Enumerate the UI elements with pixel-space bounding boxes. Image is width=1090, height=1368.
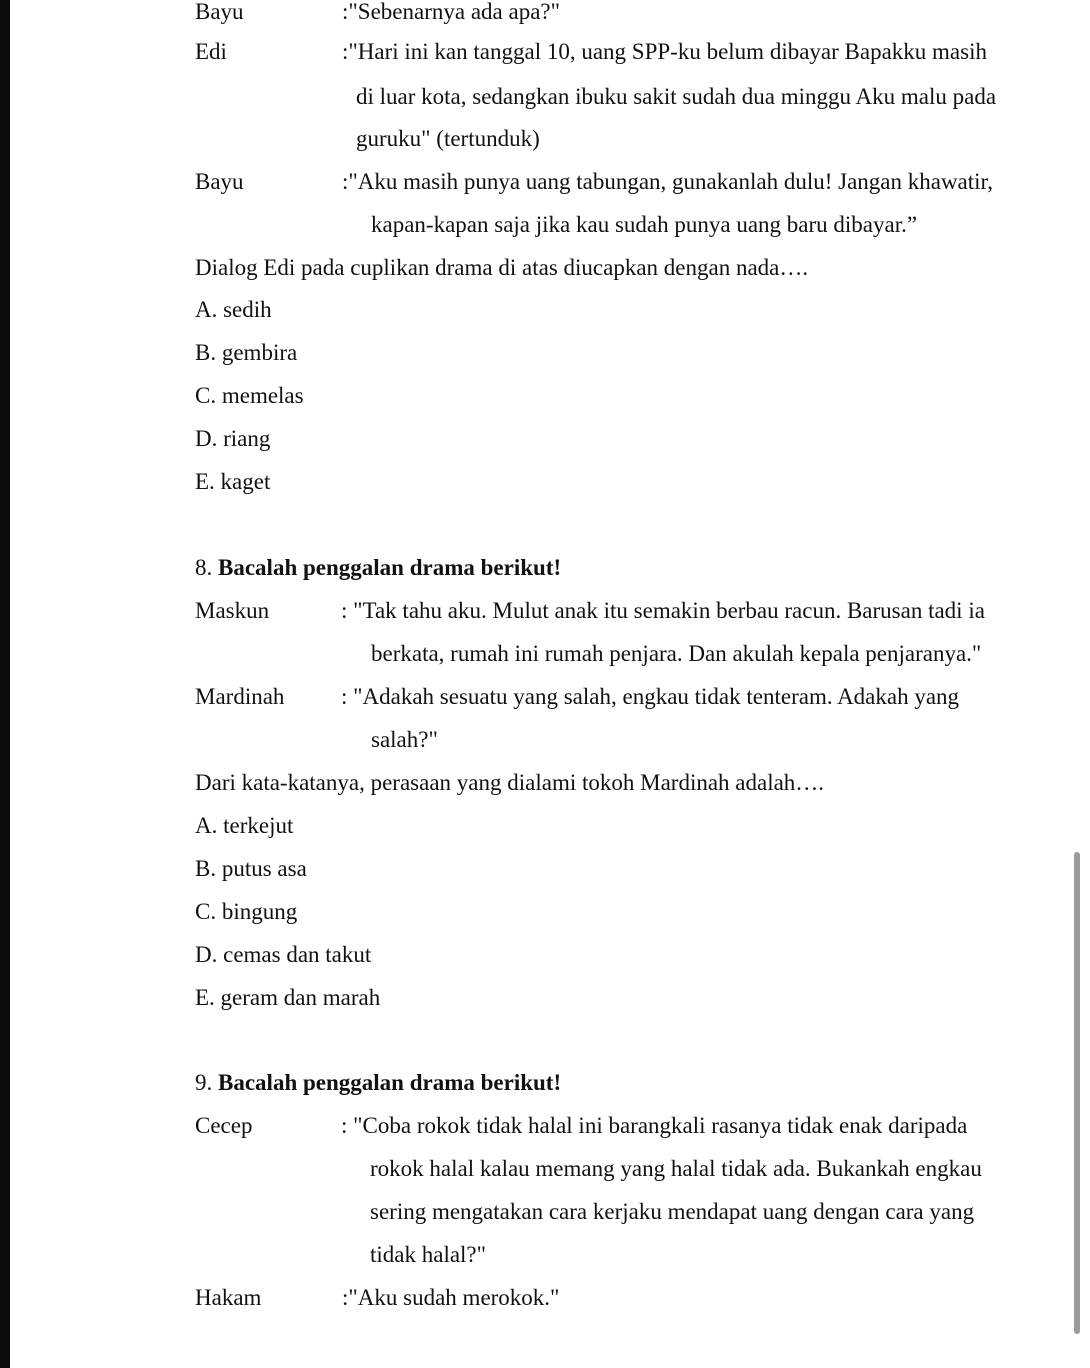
option: D. cemas dan takut	[195, 942, 372, 967]
left-edge-bar	[0, 0, 10, 1368]
dialog-line: guruku" (tertunduk)	[356, 126, 540, 151]
option: B. putus asa	[195, 856, 307, 881]
option: C. memelas	[195, 383, 304, 408]
dialog-speaker: Bayu	[195, 0, 244, 24]
option: E. kaget	[195, 469, 271, 494]
option: D. riang	[195, 426, 271, 451]
option: A. sedih	[195, 297, 272, 322]
dialog-line: : "Coba rokok tidak halal ini barangkali rasanya tidak enak daripada	[341, 1113, 968, 1138]
option: B. gembira	[195, 340, 298, 365]
dialog-line: :"Aku sudah merokok."	[342, 1285, 560, 1310]
dialog-line: tidak halal?"	[370, 1242, 487, 1267]
option: E. geram dan marah	[195, 985, 381, 1010]
dialog-line: rokok halal kalau memang yang halal tidak ada. Bukankah engkau	[370, 1156, 982, 1181]
question-instruction: Bacalah penggalan drama berikut!	[218, 1070, 562, 1095]
dialog-speaker: Mardinah	[195, 684, 285, 709]
option: C. bingung	[195, 899, 298, 924]
dialog-line: :"Sebenarnya ada apa?"	[342, 0, 560, 24]
q8-heading	[195, 556, 561, 579]
q7-question: Dialog Edi pada cuplikan drama di atas diucapkan dengan nada….	[195, 255, 809, 280]
q9-heading	[195, 1071, 561, 1094]
question-number: 8.	[195, 555, 213, 580]
dialog-speaker: Maskun	[195, 598, 270, 623]
dialog-speaker: Hakam	[195, 1285, 262, 1310]
q8-question: Dari kata-katanya, perasaan yang dialami tokoh Mardinah adalah….	[195, 770, 825, 795]
dialog-line: : "Tak tahu aku. Mulut anak itu semakin berbau racun. Barusan tadi ia	[341, 598, 985, 623]
dialog-line: :"Hari ini kan tanggal 10, uang SPP-ku belum dibayar Bapakku masih	[342, 39, 987, 64]
question-number: 9.	[195, 1070, 213, 1095]
dialog-line: salah?"	[371, 727, 438, 752]
dialog-speaker: Edi	[195, 39, 227, 64]
dialog-line: kapan-kapan saja jika kau sudah punya uang baru dibayar.”	[371, 212, 918, 237]
question-instruction: Bacalah penggalan drama berikut!	[218, 555, 562, 580]
dialog-line: di luar kota, sedangkan ibuku sakit sudah dua minggu Aku malu pada	[356, 84, 997, 109]
dialog-line: : "Adakah sesuatu yang salah, engkau tidak tenteram. Adakah yang	[341, 684, 960, 709]
dialog-line: berkata, rumah ini rumah penjara. Dan akulah kepala penjaranya."	[371, 641, 982, 666]
option: A. terkejut	[195, 813, 294, 838]
dialog-line: :"Aku masih punya uang tabungan, gunakanlah dulu! Jangan khawatir,	[342, 169, 994, 194]
vertical-scrollbar[interactable]	[1074, 852, 1080, 1334]
dialog-line: sering mengatakan cara kerjaku mendapat uang dengan cara yang	[370, 1199, 975, 1224]
dialog-speaker: Bayu	[195, 169, 244, 194]
dialog-speaker: Cecep	[195, 1113, 253, 1138]
